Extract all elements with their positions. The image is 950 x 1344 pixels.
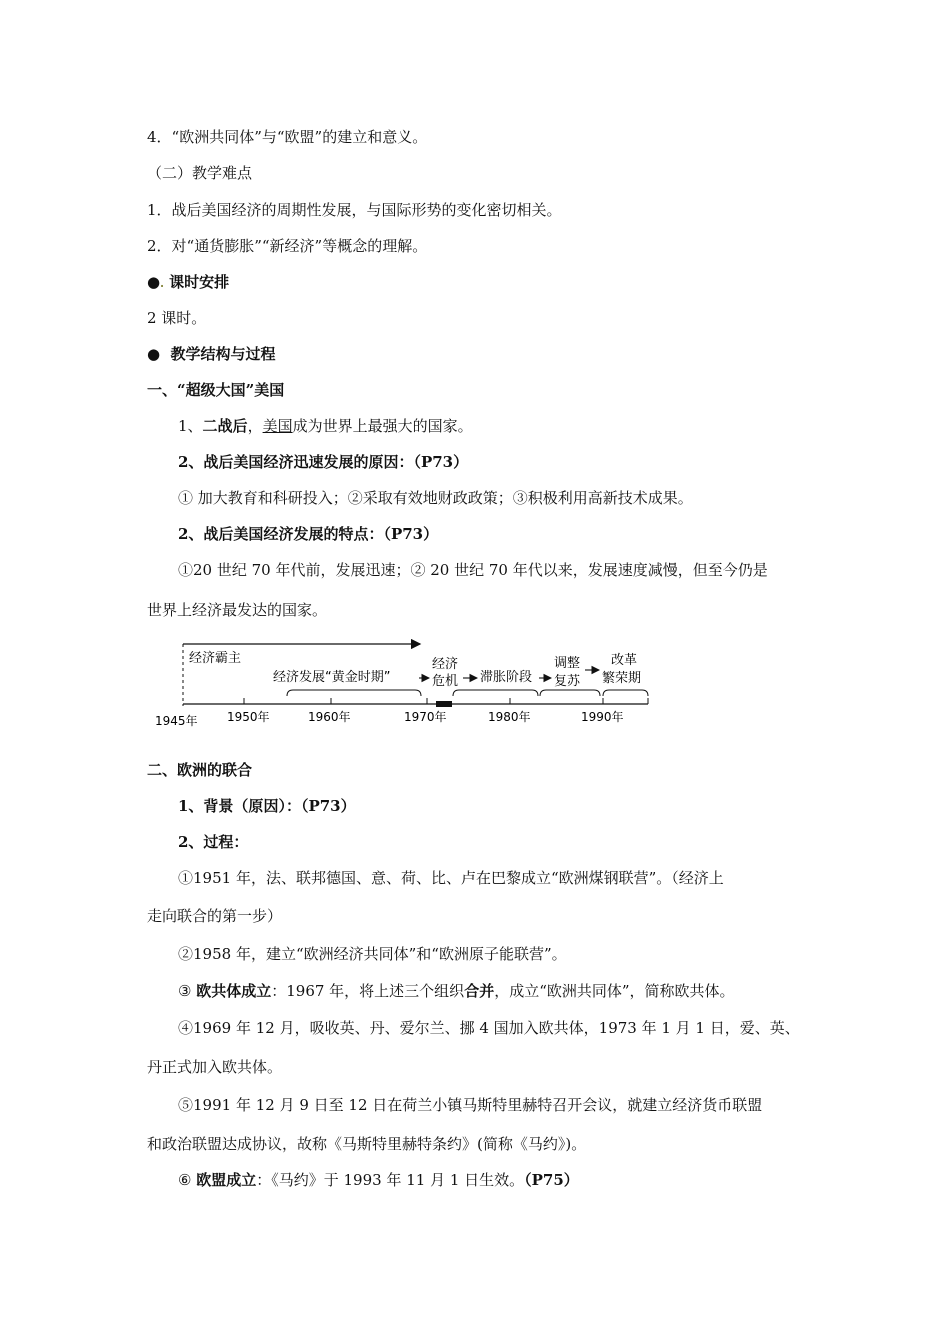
section-heading-usa: 一、“超级大国”美国 bbox=[147, 381, 285, 399]
bold-text: （P75） bbox=[524, 1171, 579, 1189]
label-reform-line1: 改革 bbox=[611, 653, 638, 668]
line-europe-1991-a: ⑤1991 年 12 月 9 日至 12 日在荷兰小镇马斯特里赫特召开会议，就建立经济货币联盟 bbox=[178, 1096, 763, 1114]
label-adjust-line1: 调整 bbox=[554, 656, 581, 671]
line-europe-1958: ②1958 年，建立“欧洲经济共同体”和“欧洲原子能联营”。 bbox=[178, 945, 567, 963]
section-heading-europe: 二、欧洲的联合 bbox=[147, 761, 253, 779]
item-number: ③ bbox=[178, 982, 197, 1000]
tick-label-1950: 1950年 bbox=[227, 710, 270, 724]
tick-label-1945: 1945年 bbox=[155, 714, 198, 728]
tick-label-1990: 1990年 bbox=[581, 710, 624, 724]
tick-label-1980: 1980年 bbox=[488, 710, 531, 724]
bullet-icon: ● bbox=[147, 345, 161, 363]
line-usa-reasons: ① 加大教育和科研投入；②采取有效地财政政策；③积极利用高新技术成果。 bbox=[178, 489, 693, 507]
label-golden-age: 经济发展“黄金时期” bbox=[273, 670, 391, 685]
line-europe-process-heading: 2、过程： bbox=[178, 833, 249, 851]
label-hegemony: 经济霸主 bbox=[189, 651, 242, 666]
line-usa-1 bbox=[178, 416, 473, 436]
line-usa-features-1: ①20 世纪 70 年代前，发展迅速；② 20 世纪 70 年代以来，发展速度减慢，但至今仍是 bbox=[178, 561, 768, 579]
line-europe-1969-a: ④1969 年 12 月，吸收英、丹、爱尔兰、挪 4 国加入欧共体，1973 年 1 月 1 日，爱、英、 bbox=[178, 1019, 800, 1037]
line-europe-1993 bbox=[178, 1170, 579, 1190]
us-economy-timeline-diagram bbox=[0, 636, 950, 736]
label-adjust-line2: 复苏 bbox=[554, 674, 581, 689]
line-europe-background: 1、背景（原因）：（P73） bbox=[178, 797, 356, 815]
line-europe-1969-b: 丹正式加入欧共体。 bbox=[147, 1058, 283, 1076]
tick-label-1960: 1960年 bbox=[308, 710, 351, 724]
tick-label-1970: 1970年 bbox=[404, 710, 447, 724]
line-difficulty-2: 2．对“通货膨胀”“新经济”等概念的理解。 bbox=[147, 237, 428, 255]
line-objective-4: 4．“欧洲共同体”与“欧盟”的建立和意义。 bbox=[147, 128, 428, 146]
heading-schedule bbox=[147, 272, 229, 294]
line-usa-reasons-heading: 2、战后美国经济迅速发展的原因：（P73） bbox=[178, 453, 469, 471]
label-crisis-line2: 危机 bbox=[432, 674, 459, 689]
stagflation-brace bbox=[453, 690, 538, 696]
line-usa-features-2: 世界上经济最发达的国家。 bbox=[147, 601, 328, 619]
heading-schedule-text: 课时安排 bbox=[169, 273, 230, 291]
text-fragment: ：1967 年，将上述三个组织 bbox=[271, 982, 465, 1000]
bullet-icon: ● bbox=[147, 273, 161, 291]
reform-brace bbox=[603, 690, 648, 696]
item-number: 1、 bbox=[178, 417, 203, 435]
label-crisis-line1: 经济 bbox=[432, 657, 459, 672]
line-difficulty-1: 1．战后美国经济的周期性发展，与国际形势的变化密切相关。 bbox=[147, 201, 562, 219]
line-europe-1951-b: 走向联合的第一步） bbox=[147, 907, 283, 925]
label-stagflation: 滞胀阶段 bbox=[480, 670, 533, 685]
crisis-marker bbox=[436, 701, 452, 707]
line-europe-1951-a: ①1951 年，法、联邦德国、意、荷、比、卢在巴黎成立“欧洲煤钢联营”。（经济上 bbox=[178, 869, 724, 887]
underlined-text: 美国 bbox=[262, 417, 293, 435]
dot-mark: . bbox=[160, 277, 164, 290]
line-schedule-value: 2 课时。 bbox=[147, 309, 207, 327]
bold-text: 合并 bbox=[464, 982, 495, 1000]
heading-difficulties: （二）教学难点 bbox=[147, 164, 253, 182]
text-fragment: ，成立“欧洲共同体”，简称欧共体。 bbox=[494, 982, 735, 1000]
line-europe-1967 bbox=[178, 981, 735, 1001]
text-fragment: ， bbox=[247, 417, 263, 435]
text-fragment: 成为世界上最强大的国家。 bbox=[292, 417, 473, 435]
heading-structure-text: 教学结构与过程 bbox=[170, 345, 276, 363]
text-fragment: ：《马约》于 1993 年 11 月 1 日生效。 bbox=[256, 1171, 525, 1189]
heading-structure bbox=[147, 344, 276, 364]
item-number: ⑥ bbox=[178, 1171, 197, 1189]
label-reform-line2: 繁荣期 bbox=[602, 671, 642, 686]
bold-text: 欧共体成立 bbox=[196, 982, 272, 1000]
bold-text: 二战后 bbox=[202, 417, 248, 435]
adjust-brace bbox=[540, 690, 600, 696]
line-europe-1991-b: 和政治联盟达成协议，故称《马斯特里赫特条约》(简称《马约》)。 bbox=[147, 1135, 587, 1153]
golden-age-brace bbox=[287, 690, 421, 696]
line-usa-features-heading: 2、战后美国经济发展的特点：（P73） bbox=[178, 525, 439, 543]
bold-text: 欧盟成立 bbox=[196, 1171, 257, 1189]
